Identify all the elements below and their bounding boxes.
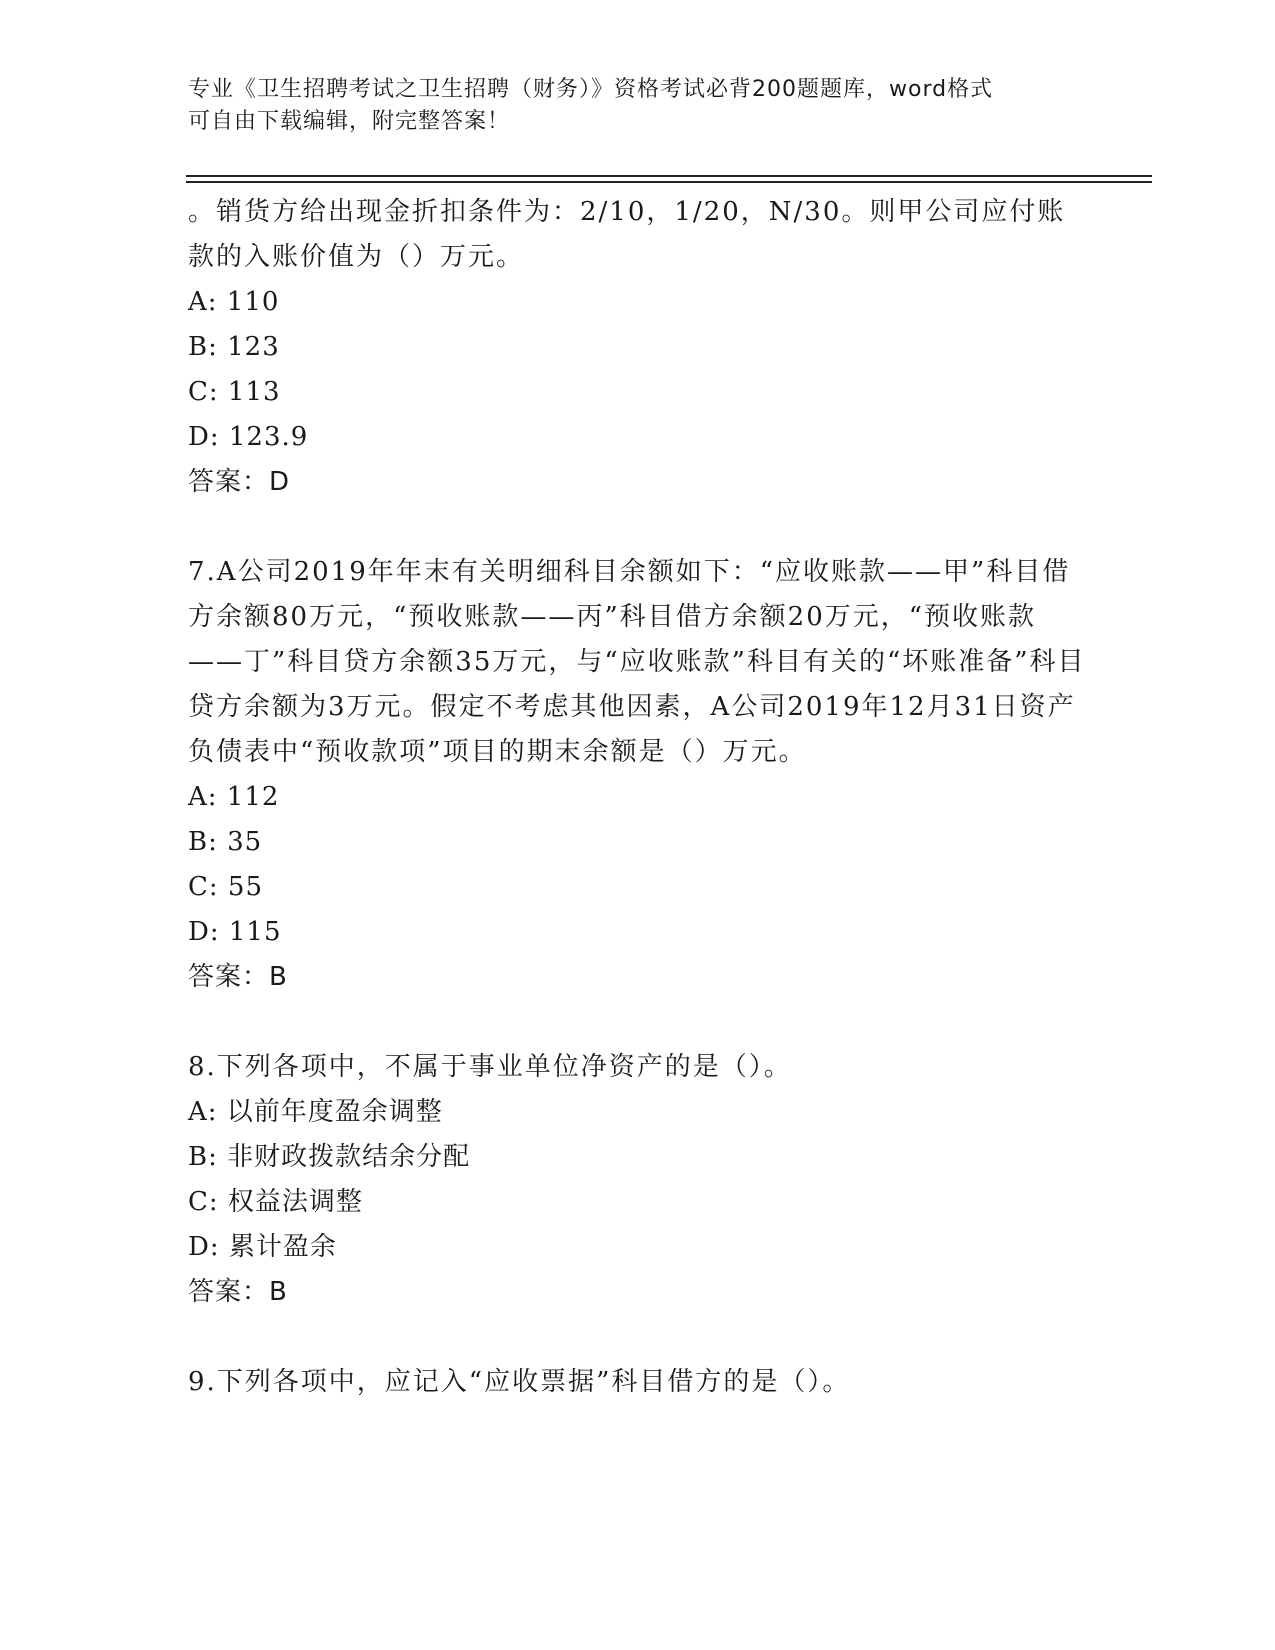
- question-9: [188, 1360, 1088, 1405]
- question-8-option-a: A: 以前年度盈余调整: [188, 1097, 443, 1127]
- question-6-option-d: D: 123.9: [188, 422, 309, 452]
- question-9-text: 9.下列各项中，应记入“应收票据”科目借方的是（）。: [188, 1367, 851, 1397]
- question-7-option-c: C: 55: [188, 872, 264, 902]
- question-6-answer: 答案：D: [188, 467, 291, 497]
- header-title-line-1: 专业《卫生招聘考试之卫生招聘（财务）》资格考试必背200题题库，word格式: [188, 77, 994, 102]
- question-6: [188, 190, 1088, 505]
- header-title-line-2: 可自由下载编辑，附完整答案！: [188, 109, 511, 134]
- question-8-option-d: D: 累计盈余: [188, 1232, 337, 1262]
- question-8: [188, 1045, 1088, 1315]
- question-7: [188, 550, 1088, 1000]
- document-body: [188, 190, 1088, 1405]
- document-header: [188, 74, 1088, 138]
- question-6-text: 。销货方给出现金折扣条件为：2/10，1/20，N/30。则甲公司应付账款的入账价值为（）万元。: [188, 197, 1066, 272]
- question-8-option-c: C: 权益法调整: [188, 1187, 363, 1217]
- question-6-option-c: C: 113: [188, 377, 281, 407]
- spacer: [188, 1000, 1088, 1045]
- question-7-option-a: A: 112: [188, 782, 280, 812]
- question-8-option-b: B: 非财政拨款结余分配: [188, 1142, 471, 1172]
- spacer: [188, 1315, 1088, 1360]
- spacer: [188, 505, 1088, 550]
- question-7-answer: 答案：B: [188, 962, 288, 992]
- question-6-option-b: B: 123: [188, 332, 280, 362]
- header-divider-top: [186, 175, 1152, 177]
- question-8-answer: 答案：B: [188, 1277, 288, 1307]
- question-8-text: 8.下列各项中，不属于事业单位净资产的是（）。: [188, 1052, 792, 1082]
- question-6-option-a: A: 110: [188, 287, 280, 317]
- question-7-option-d: D: 115: [188, 917, 282, 947]
- question-7-option-b: B: 35: [188, 827, 263, 857]
- header-divider-bottom: [186, 181, 1152, 183]
- question-7-text: 7.A公司2019年年末有关明细科目余额如下：“应收账款——甲”科目借方余额80万元，“预收账款——丙”科目借方余额20万元，“预收账款——丁”科目贷方余额35万元，与“应收账款”科目有关的“坏账准备”科目贷方余额为3万元。假定不考虑其他因素，A公司2019年12月31日资产负债表中“预收款项”项目的期末余额是（）万元。: [188, 557, 1086, 767]
